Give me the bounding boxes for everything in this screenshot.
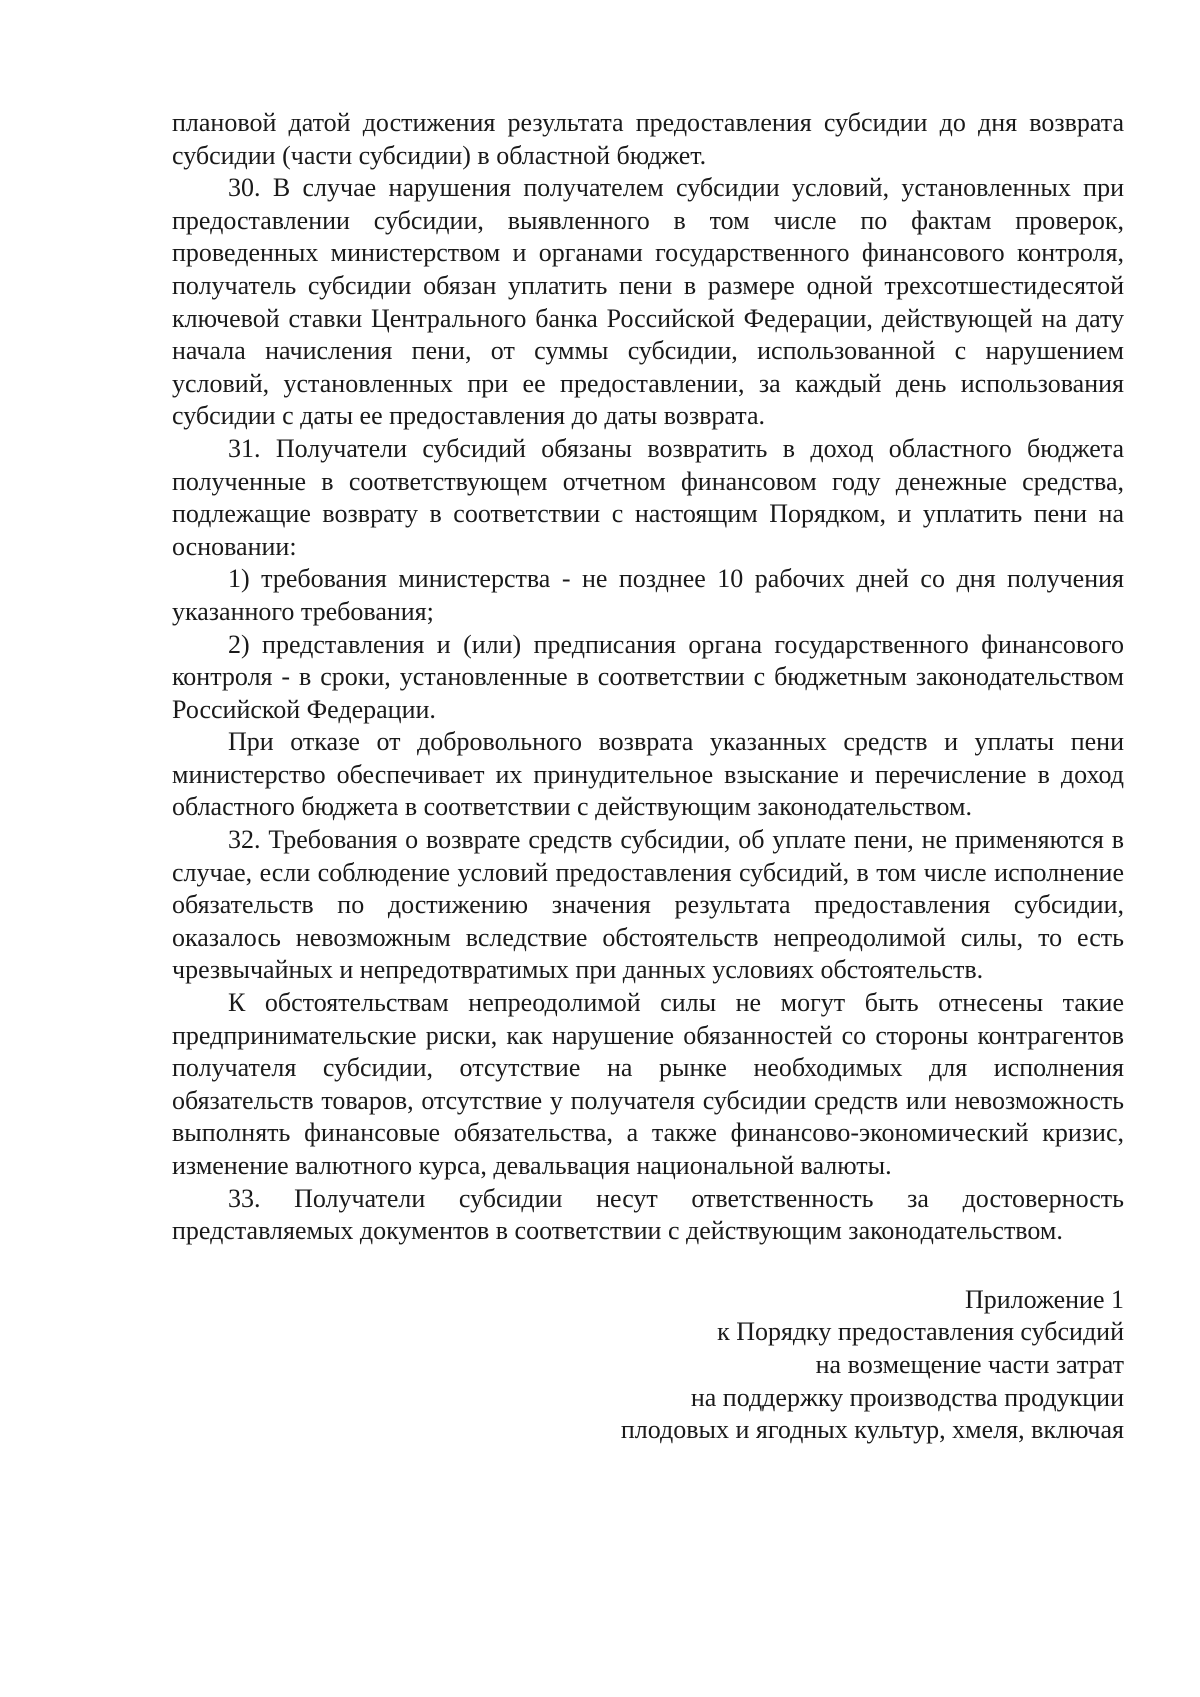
paragraph-subitem-2: 2) представления и (или) предписания органа государственного финансового контроля - в сроки, установленные в соответствии с бюджетным законодательством Российской Федерации.	[172, 629, 1124, 724]
paragraph-item-33: 33. Получатели субсидии несут ответственность за достоверность представляемых документов в соответствии с действующим законодательством.	[172, 1183, 1124, 1246]
appendix-line: к Порядку предоставления субсидий	[717, 1317, 1124, 1347]
paragraph-subitem-1: 1) требования министерства - не позднее 10 рабочих дней со дня получения указанного требования;	[172, 564, 1124, 626]
paragraph-item-32: 32. Требования о возврате средств субсидии, об уплате пени, не применяются в случае, если соблюдение условий предоставления субсидий, в том числе исполнение обязательств по достижению значения результата предоставления субсидии, оказалось невозможным вследствие обстоятельств непреодолимой силы, то есть чрезвычайных и непредотвратимых при данных условиях обстоятельств.	[172, 825, 1124, 985]
paragraph-item-30: 30. В случае нарушения получателем субсидии условий, установленных при предоставлении субсидии, выявленного в том числе по фактам проверок, проведенных министерством и органами государственного финансового контроля, получатель субсидии обязан уплатить пени в размере одной трехсотшестидесятой ключевой ставки Центрального банка Российской Федерации, действующей на дату начала начисления пени, от суммы субсидии, использованной с нарушением условий, установленных при ее предоставлении, за каждый день использования субсидии с даты ее предоставления до даты возврата.	[172, 173, 1124, 431]
appendix-line: на поддержку производства продукции	[690, 1382, 1124, 1412]
paragraph-continuation: плановой датой достижения результата предоставления субсидии до дня возврата субсидии (части субсидии) в областной бюджет.	[172, 108, 1124, 170]
appendix-line: плодовых и ягодных культур, хмеля, включая	[620, 1415, 1124, 1445]
appendix-line: на возмещение части затрат	[815, 1349, 1124, 1379]
paragraph-item-31: 31. Получатели субсидий обязаны возвратить в доход областного бюджета полученные в соответствующем отчетном финансовом году денежные средства, подлежащие возврату в соответствии с настоящим Порядком, и уплатить пени на основании:	[172, 433, 1124, 561]
paragraph-refusal: При отказе от добровольного возврата указанных средств и уплаты пени министерство обеспечивает их принудительное взыскание и перечисление в доход областного бюджета в соответствии с действующим законодательством.	[172, 727, 1124, 822]
appendix-title: Приложение 1	[964, 1284, 1124, 1314]
document-page	[172, 107, 1124, 1447]
appendix-header	[172, 1284, 1124, 1447]
document-body	[172, 107, 1124, 1248]
paragraph-force-majeure: К обстоятельствам непреодолимой силы не могут быть отнесены такие предпринимательские риски, как нарушение обязанностей со стороны контрагентов получателя субсидии, отсутствие на рынке необходимых для исполнения обязательств товаров, отсутствие у получателя субсидии средств или невозможность выполнять финансовые обязательства, а также финансово-экономический кризис, изменение валютного курса, девальвация национальной валюты.	[172, 988, 1124, 1180]
